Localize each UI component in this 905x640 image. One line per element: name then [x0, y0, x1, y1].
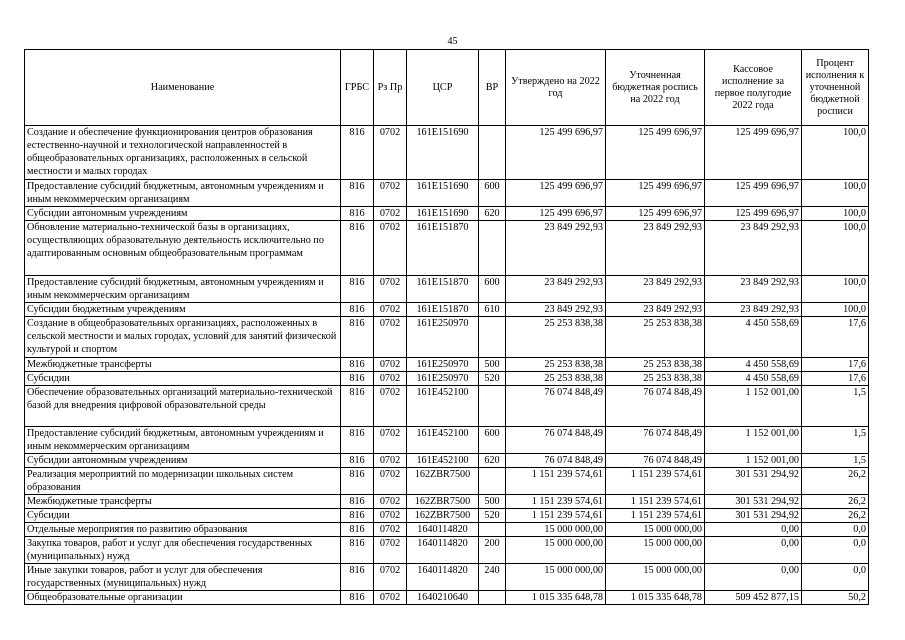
cell-vr: 600	[479, 276, 506, 303]
cell-csr: 162ZBR7500	[407, 495, 479, 509]
table-row	[25, 303, 869, 317]
cell-cash: 4 450 558,69	[705, 358, 802, 372]
cell-cash: 301 531 294,92	[705, 509, 802, 523]
cell-revised: 25 253 838,38	[606, 372, 705, 386]
cell-revised: 1 151 239 574,61	[606, 468, 705, 495]
table-row	[25, 468, 869, 495]
cell-approved: 1 015 335 648,78	[506, 591, 606, 605]
cell-vr: 520	[479, 509, 506, 523]
cell-rzpr: 0702	[374, 317, 407, 358]
header-approved: Утверждено на 2022 год	[506, 50, 606, 126]
cell-revised: 15 000 000,00	[606, 564, 705, 591]
cell-approved: 15 000 000,00	[506, 537, 606, 564]
cell-approved: 25 253 838,38	[506, 358, 606, 372]
cell-revised: 125 499 696,97	[606, 180, 705, 207]
table-row	[25, 523, 869, 537]
cell-name: Иные закупки товаров, работ и услуг для обеспечения государственных (муниципальных) нужд	[25, 564, 341, 591]
cell-vr	[479, 468, 506, 495]
cell-name: Предоставление субсидий бюджетным, автономным учреждениям и иным некоммерческим организациям	[25, 427, 341, 454]
cell-revised: 125 499 696,97	[606, 126, 705, 180]
cell-vr: 620	[479, 454, 506, 468]
cell-vr: 610	[479, 303, 506, 317]
header-csr: ЦСР	[407, 50, 479, 126]
cell-csr: 162ZBR7500	[407, 509, 479, 523]
header-vr: ВР	[479, 50, 506, 126]
cell-approved: 125 499 696,97	[506, 180, 606, 207]
cell-cash: 23 849 292,93	[705, 276, 802, 303]
cell-grbs: 816	[341, 454, 374, 468]
cell-revised: 1 151 239 574,61	[606, 495, 705, 509]
cell-percent: 26,2	[802, 509, 869, 523]
cell-rzpr: 0702	[374, 180, 407, 207]
cell-csr: 161E151690	[407, 207, 479, 221]
cell-cash: 301 531 294,92	[705, 495, 802, 509]
cell-name: Реализация мероприятий по модернизации школьных систем образования	[25, 468, 341, 495]
table-row	[25, 427, 869, 454]
cell-percent: 1,5	[802, 386, 869, 427]
cell-rzpr: 0702	[374, 468, 407, 495]
header-cash: Кассовое исполнение за первое полугодие 2022 года	[705, 50, 802, 126]
cell-cash: 0,00	[705, 564, 802, 591]
cell-vr: 240	[479, 564, 506, 591]
cell-name: Обновление материально-технической базы в организациях, осуществляющих образовательную деятельность исключительно по адаптированным основным общеобразовательным программам	[25, 221, 341, 276]
cell-csr: 161E250970	[407, 358, 479, 372]
table-row	[25, 221, 869, 276]
table-row	[25, 126, 869, 180]
header-percent: Процент исполнения к уточненной бюджетной росписи	[802, 50, 869, 126]
cell-name: Субсидии автономным учреждениям	[25, 207, 341, 221]
header-name: Наименование	[25, 50, 341, 126]
cell-revised: 23 849 292,93	[606, 221, 705, 276]
cell-csr: 1640114820	[407, 523, 479, 537]
table-row	[25, 358, 869, 372]
cell-percent: 17,6	[802, 317, 869, 358]
cell-vr	[479, 386, 506, 427]
cell-csr: 161E151870	[407, 276, 479, 303]
cell-grbs: 816	[341, 537, 374, 564]
cell-csr: 1640210640	[407, 591, 479, 605]
cell-revised: 25 253 838,38	[606, 317, 705, 358]
cell-cash: 23 849 292,93	[705, 221, 802, 276]
cell-percent: 100,0	[802, 276, 869, 303]
header-revised: Уточненная бюджетная роспись на 2022 год	[606, 50, 705, 126]
cell-cash: 0,00	[705, 523, 802, 537]
cell-csr: 161E452100	[407, 454, 479, 468]
table-row	[25, 317, 869, 358]
cell-vr: 620	[479, 207, 506, 221]
table-row	[25, 276, 869, 303]
table-row	[25, 180, 869, 207]
cell-percent: 50,2	[802, 591, 869, 605]
cell-revised: 76 074 848,49	[606, 427, 705, 454]
cell-grbs: 816	[341, 509, 374, 523]
table-row	[25, 509, 869, 523]
cell-percent: 0,0	[802, 537, 869, 564]
cell-grbs: 816	[341, 523, 374, 537]
cell-name: Общеобразовательные организации	[25, 591, 341, 605]
cell-grbs: 816	[341, 276, 374, 303]
cell-csr: 161E151870	[407, 221, 479, 276]
table-row	[25, 386, 869, 427]
cell-name: Создание и обеспечение функционирования центров образования естественно-научной и технологической направленностей в общеобразовательных организациях, расположенных в сельской местности и малых городах	[25, 126, 341, 180]
cell-percent: 26,2	[802, 495, 869, 509]
cell-vr	[479, 126, 506, 180]
cell-approved: 23 849 292,93	[506, 221, 606, 276]
cell-approved: 125 499 696,97	[506, 126, 606, 180]
cell-cash: 125 499 696,97	[705, 207, 802, 221]
cell-cash: 125 499 696,97	[705, 126, 802, 180]
cell-percent: 100,0	[802, 126, 869, 180]
cell-approved: 15 000 000,00	[506, 523, 606, 537]
table-row	[25, 591, 869, 605]
cell-rzpr: 0702	[374, 126, 407, 180]
cell-revised: 1 151 239 574,61	[606, 509, 705, 523]
cell-name: Субсидии	[25, 509, 341, 523]
table-row	[25, 537, 869, 564]
cell-rzpr: 0702	[374, 509, 407, 523]
cell-approved: 25 253 838,38	[506, 317, 606, 358]
cell-cash: 0,00	[705, 537, 802, 564]
cell-grbs: 816	[341, 386, 374, 427]
cell-name: Закупка товаров, работ и услуг для обеспечения государственных (муниципальных) нужд	[25, 537, 341, 564]
cell-name: Отдельные мероприятия по развитию образования	[25, 523, 341, 537]
cell-rzpr: 0702	[374, 372, 407, 386]
cell-vr: 200	[479, 537, 506, 564]
cell-rzpr: 0702	[374, 427, 407, 454]
header-rzpr: Рз Пр	[374, 50, 407, 126]
cell-approved: 23 849 292,93	[506, 303, 606, 317]
cell-revised: 23 849 292,93	[606, 276, 705, 303]
cell-csr: 161E250970	[407, 372, 479, 386]
cell-csr: 161E452100	[407, 386, 479, 427]
cell-grbs: 816	[341, 372, 374, 386]
cell-percent: 17,6	[802, 358, 869, 372]
cell-approved: 25 253 838,38	[506, 372, 606, 386]
cell-approved: 76 074 848,49	[506, 386, 606, 427]
cell-csr: 161E452100	[407, 427, 479, 454]
table-row	[25, 495, 869, 509]
cell-grbs: 816	[341, 427, 374, 454]
cell-percent: 1,5	[802, 427, 869, 454]
page-number: 45	[447, 36, 458, 47]
table-row	[25, 564, 869, 591]
cell-name: Субсидии автономным учреждениям	[25, 454, 341, 468]
cell-grbs: 816	[341, 317, 374, 358]
cell-percent: 1,5	[802, 454, 869, 468]
cell-rzpr: 0702	[374, 303, 407, 317]
cell-percent: 0,0	[802, 523, 869, 537]
cell-name: Межбюджетные трансферты	[25, 495, 341, 509]
cell-rzpr: 0702	[374, 523, 407, 537]
table-body	[25, 126, 869, 605]
cell-rzpr: 0702	[374, 276, 407, 303]
cell-grbs: 816	[341, 495, 374, 509]
cell-grbs: 816	[341, 221, 374, 276]
cell-grbs: 816	[341, 468, 374, 495]
cell-percent: 17,6	[802, 372, 869, 386]
cell-revised: 25 253 838,38	[606, 358, 705, 372]
cell-percent: 100,0	[802, 207, 869, 221]
cell-cash: 1 152 001,00	[705, 386, 802, 427]
cell-csr: 1640114820	[407, 564, 479, 591]
cell-name: Предоставление субсидий бюджетным, автономным учреждениям и иным некоммерческим организациям	[25, 276, 341, 303]
cell-csr: 161E250970	[407, 317, 479, 358]
cell-cash: 4 450 558,69	[705, 317, 802, 358]
cell-percent: 26,2	[802, 468, 869, 495]
cell-csr: 161E151690	[407, 126, 479, 180]
budget-table	[24, 49, 869, 605]
cell-rzpr: 0702	[374, 495, 407, 509]
cell-grbs: 816	[341, 207, 374, 221]
cell-vr: 520	[479, 372, 506, 386]
cell-name: Создание в общеобразовательных организациях, расположенных в сельской местности и малых городах, условий для занятий физической культурой и спортом	[25, 317, 341, 358]
cell-csr: 1640114820	[407, 537, 479, 564]
cell-revised: 1 015 335 648,78	[606, 591, 705, 605]
cell-approved: 76 074 848,49	[506, 427, 606, 454]
header-grbs: ГРБС	[341, 50, 374, 126]
cell-rzpr: 0702	[374, 454, 407, 468]
cell-cash: 1 152 001,00	[705, 427, 802, 454]
cell-percent: 0,0	[802, 564, 869, 591]
cell-csr: 161E151870	[407, 303, 479, 317]
cell-revised: 15 000 000,00	[606, 537, 705, 564]
cell-approved: 125 499 696,97	[506, 207, 606, 221]
cell-rzpr: 0702	[374, 537, 407, 564]
cell-rzpr: 0702	[374, 564, 407, 591]
cell-cash: 1 152 001,00	[705, 454, 802, 468]
cell-cash: 301 531 294,92	[705, 468, 802, 495]
cell-cash: 23 849 292,93	[705, 303, 802, 317]
cell-cash: 509 452 877,15	[705, 591, 802, 605]
cell-name: Межбюджетные трансферты	[25, 358, 341, 372]
cell-revised: 76 074 848,49	[606, 454, 705, 468]
cell-name: Обеспечение образовательных организаций материально-технической базой для внедрения цифровой образовательной среды	[25, 386, 341, 427]
cell-rzpr: 0702	[374, 207, 407, 221]
cell-grbs: 816	[341, 591, 374, 605]
cell-rzpr: 0702	[374, 221, 407, 276]
cell-revised: 125 499 696,97	[606, 207, 705, 221]
cell-vr	[479, 317, 506, 358]
cell-vr: 500	[479, 358, 506, 372]
cell-approved: 1 151 239 574,61	[506, 468, 606, 495]
cell-rzpr: 0702	[374, 386, 407, 427]
cell-approved: 76 074 848,49	[506, 454, 606, 468]
cell-name: Субсидии бюджетным учреждениям	[25, 303, 341, 317]
cell-grbs: 816	[341, 126, 374, 180]
cell-name: Предоставление субсидий бюджетным, автономным учреждениям и иным некоммерческим организациям	[25, 180, 341, 207]
cell-percent: 100,0	[802, 303, 869, 317]
cell-approved: 23 849 292,93	[506, 276, 606, 303]
cell-vr	[479, 591, 506, 605]
cell-approved: 1 151 239 574,61	[506, 509, 606, 523]
cell-csr: 162ZBR7500	[407, 468, 479, 495]
table-row	[25, 372, 869, 386]
cell-grbs: 816	[341, 564, 374, 591]
cell-cash: 125 499 696,97	[705, 180, 802, 207]
cell-rzpr: 0702	[374, 358, 407, 372]
cell-grbs: 816	[341, 358, 374, 372]
cell-approved: 1 151 239 574,61	[506, 495, 606, 509]
cell-grbs: 816	[341, 180, 374, 207]
cell-csr: 161E151690	[407, 180, 479, 207]
cell-approved: 15 000 000,00	[506, 564, 606, 591]
table-row	[25, 454, 869, 468]
cell-vr	[479, 221, 506, 276]
cell-percent: 100,0	[802, 180, 869, 207]
table-row	[25, 207, 869, 221]
cell-percent: 100,0	[802, 221, 869, 276]
cell-revised: 23 849 292,93	[606, 303, 705, 317]
cell-cash: 4 450 558,69	[705, 372, 802, 386]
cell-rzpr: 0702	[374, 591, 407, 605]
cell-vr: 600	[479, 427, 506, 454]
cell-revised: 15 000 000,00	[606, 523, 705, 537]
cell-revised: 76 074 848,49	[606, 386, 705, 427]
cell-vr: 500	[479, 495, 506, 509]
cell-name: Субсидии	[25, 372, 341, 386]
cell-vr: 600	[479, 180, 506, 207]
cell-vr	[479, 523, 506, 537]
cell-grbs: 816	[341, 303, 374, 317]
